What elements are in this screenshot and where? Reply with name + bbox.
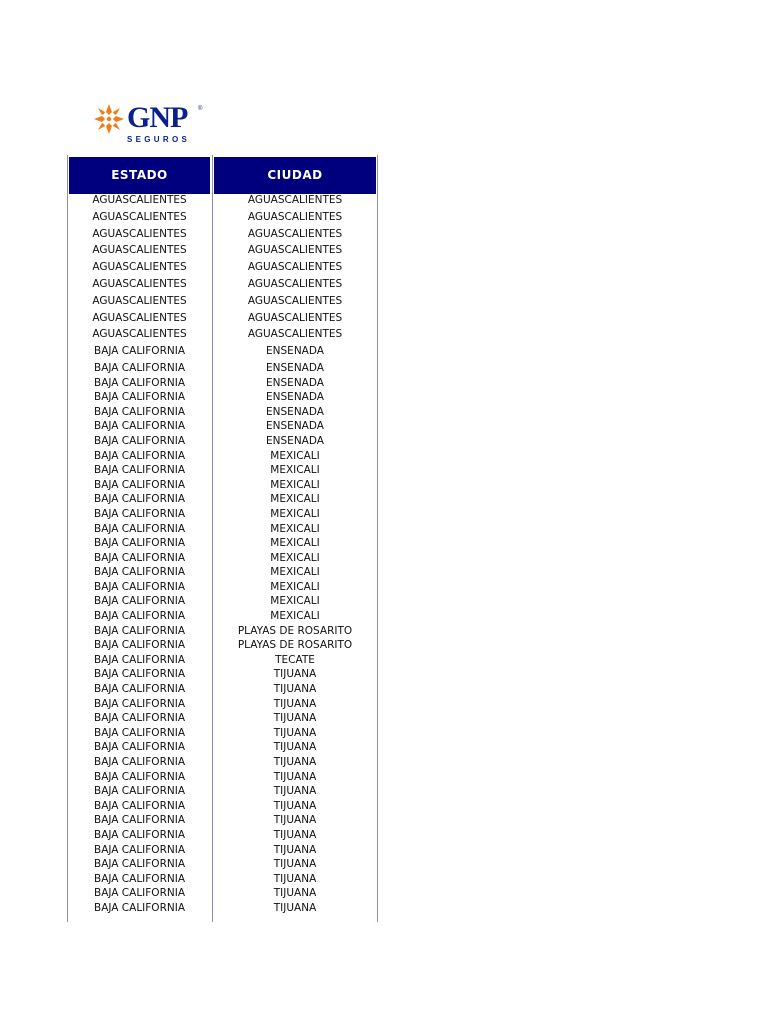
table-row [67,886,378,901]
cell-estado: BAJA CALIFORNIA [93,478,185,491]
table-row [67,580,378,595]
cell-estado: BAJA CALIFORNIA [93,610,185,623]
cell-estado: BAJA CALIFORNIA [93,799,185,812]
table-row [67,551,378,566]
table-row [67,740,378,755]
cell-ciudad: TIJUANA [273,697,317,710]
cell-ciudad: MEXICALI [270,566,320,579]
cell-ciudad: ENSENADA [266,420,324,433]
cell-ciudad: ENSENADA [266,345,324,358]
cell-estado: BAJA CALIFORNIA [93,683,185,696]
cell-estado: BAJA CALIFORNIA [93,464,185,477]
cell-estado: BAJA CALIFORNIA [93,726,185,739]
table-row [67,243,378,260]
table-row [67,449,378,464]
cell-estado: BAJA CALIFORNIA [93,376,185,389]
gnp-star-icon [92,102,126,136]
cell-ciudad: AGUASCALIENTES [247,328,343,341]
table-row [67,711,378,726]
cell-ciudad: TIJUANA [273,668,317,681]
table-body [67,193,378,916]
cell-ciudad: MEXICALI [270,537,320,550]
table-row [67,463,378,478]
cell-ciudad: AGUASCALIENTES [247,210,343,223]
cell-estado: BAJA CALIFORNIA [93,507,185,520]
cell-estado: BAJA CALIFORNIA [93,345,185,358]
cell-estado: BAJA CALIFORNIA [93,595,185,608]
table-row [67,376,378,391]
table-row [67,361,378,376]
table-row [67,609,378,624]
cell-estado: AGUASCALIENTES [92,261,187,274]
table-row [67,726,378,741]
cell-ciudad: PLAYAS DE ROSARITO [237,624,353,637]
cell-ciudad: TIJUANA [273,712,317,725]
cell-ciudad: TIJUANA [273,828,317,841]
cell-estado: AGUASCALIENTES [92,311,187,324]
table-row [67,434,378,449]
table-row [67,682,378,697]
cell-ciudad: TIJUANA [273,756,317,768]
logo-registered-mark: ® [198,106,203,112]
cell-estado: BAJA CALIFORNIA [93,901,185,914]
cell-estado: BAJA CALIFORNIA [93,653,185,666]
table-row [67,697,378,712]
table-row [67,492,378,507]
cell-ciudad: TIJUANA [273,726,317,739]
cell-estado: BAJA CALIFORNIA [93,566,185,579]
table-row [67,193,378,210]
cell-estado: AGUASCALIENTES [92,227,187,240]
cell-estado: BAJA CALIFORNIA [93,770,185,783]
cell-estado: AGUASCALIENTES [92,328,187,341]
cell-estado: BAJA CALIFORNIA [93,361,185,374]
cell-ciudad: ENSENADA [266,434,324,447]
cell-estado: BAJA CALIFORNIA [93,785,185,798]
cell-estado: BAJA CALIFORNIA [93,741,185,754]
cell-estado: BAJA CALIFORNIA [93,493,185,506]
table-row [67,799,378,814]
cell-ciudad: TIJUANA [273,683,317,696]
cell-ciudad: TIJUANA [273,901,317,914]
table-row [67,755,378,770]
cell-estado: AGUASCALIENTES [92,244,187,257]
table-row [67,667,378,682]
table-row [67,344,378,361]
cell-estado: BAJA CALIFORNIA [93,887,185,900]
cell-ciudad: MEXICALI [270,478,320,491]
cell-ciudad: AGUASCALIENTES [247,261,343,274]
cell-ciudad: AGUASCALIENTES [247,227,343,240]
cell-ciudad: TIJUANA [273,741,317,754]
cell-estado: BAJA CALIFORNIA [93,668,185,681]
table-row [67,638,378,653]
table-row [67,565,378,580]
cell-estado: BAJA CALIFORNIA [93,843,185,856]
cell-estado: BAJA CALIFORNIA [93,712,185,725]
cell-ciudad: MEXICALI [270,449,320,462]
header-ciudad: CIUDAD [214,157,376,194]
cell-ciudad: TIJUANA [273,785,317,798]
cell-ciudad: ENSENADA [266,391,324,404]
cell-ciudad: TIJUANA [273,814,317,827]
table-row [67,522,378,537]
cell-ciudad: ENSENADA [266,361,324,374]
cell-ciudad: MEXICALI [270,551,320,564]
cell-estado: BAJA CALIFORNIA [93,434,185,447]
cell-estado: BAJA CALIFORNIA [93,405,185,418]
cell-ciudad: TIJUANA [273,872,317,885]
table-row [67,260,378,277]
cell-estado: BAJA CALIFORNIA [93,697,185,710]
cell-ciudad: MEXICALI [270,610,320,623]
cell-ciudad: TIJUANA [273,843,317,856]
table-row [67,857,378,872]
table-row [67,594,378,609]
cell-estado: BAJA CALIFORNIA [93,872,185,885]
locations-table [67,155,378,922]
cell-ciudad: TIJUANA [273,887,317,900]
table-row [67,327,378,344]
cell-estado: BAJA CALIFORNIA [93,391,185,404]
logo-subtitle: SEGUROS [127,135,191,144]
cell-ciudad: MEXICALI [270,464,320,477]
table-row [67,478,378,493]
gnp-logo [92,100,212,148]
table-row [67,210,378,227]
table-row [67,277,378,294]
cell-estado: BAJA CALIFORNIA [93,522,185,535]
cell-estado: AGUASCALIENTES [92,194,187,206]
table-row [67,653,378,668]
table-row [67,901,378,916]
cell-estado: BAJA CALIFORNIA [93,858,185,871]
table-row [67,390,378,405]
logo-brand-text: GNP [127,101,188,134]
cell-ciudad: AGUASCALIENTES [247,311,343,324]
cell-estado: BAJA CALIFORNIA [93,624,185,637]
cell-ciudad: TIJUANA [273,799,317,812]
cell-ciudad: MEXICALI [270,493,320,506]
table-row [67,624,378,639]
cell-ciudad: AGUASCALIENTES [247,277,343,290]
table-row [67,872,378,887]
cell-estado: AGUASCALIENTES [92,210,187,223]
table-row [67,843,378,858]
table-row [67,813,378,828]
cell-estado: BAJA CALIFORNIA [93,420,185,433]
table-row [67,784,378,799]
header-estado: ESTADO [69,157,210,194]
cell-ciudad: PLAYAS DE ROSARITO [237,639,353,652]
table-row [67,828,378,843]
table-row [67,770,378,785]
cell-estado: BAJA CALIFORNIA [93,828,185,841]
table-row [67,507,378,522]
table-row [67,294,378,311]
cell-ciudad: MEXICALI [270,595,320,608]
cell-ciudad: TIJUANA [273,858,317,871]
cell-estado: AGUASCALIENTES [92,277,187,290]
table-row [67,227,378,244]
cell-ciudad: TECATE [275,653,315,666]
cell-estado: BAJA CALIFORNIA [93,537,185,550]
cell-ciudad: AGUASCALIENTES [247,244,343,257]
cell-ciudad: AGUASCALIENTES [247,294,343,307]
cell-ciudad: MEXICALI [270,580,320,593]
cell-estado: BAJA CALIFORNIA [93,756,185,768]
table-row [67,311,378,328]
cell-estado: AGUASCALIENTES [92,294,187,307]
cell-estado: BAJA CALIFORNIA [93,580,185,593]
cell-estado: BAJA CALIFORNIA [93,449,185,462]
cell-ciudad: ENSENADA [266,405,324,418]
cell-ciudad: MEXICALI [270,522,320,535]
cell-ciudad: MEXICALI [270,507,320,520]
cell-ciudad: ENSENADA [266,376,324,389]
cell-ciudad: TIJUANA [273,770,317,783]
table-row [67,536,378,551]
cell-estado: BAJA CALIFORNIA [93,814,185,827]
cell-estado: BAJA CALIFORNIA [93,551,185,564]
table-row [67,405,378,420]
table-row [67,419,378,434]
cell-estado: BAJA CALIFORNIA [93,639,185,652]
cell-ciudad: AGUASCALIENTES [247,194,343,206]
